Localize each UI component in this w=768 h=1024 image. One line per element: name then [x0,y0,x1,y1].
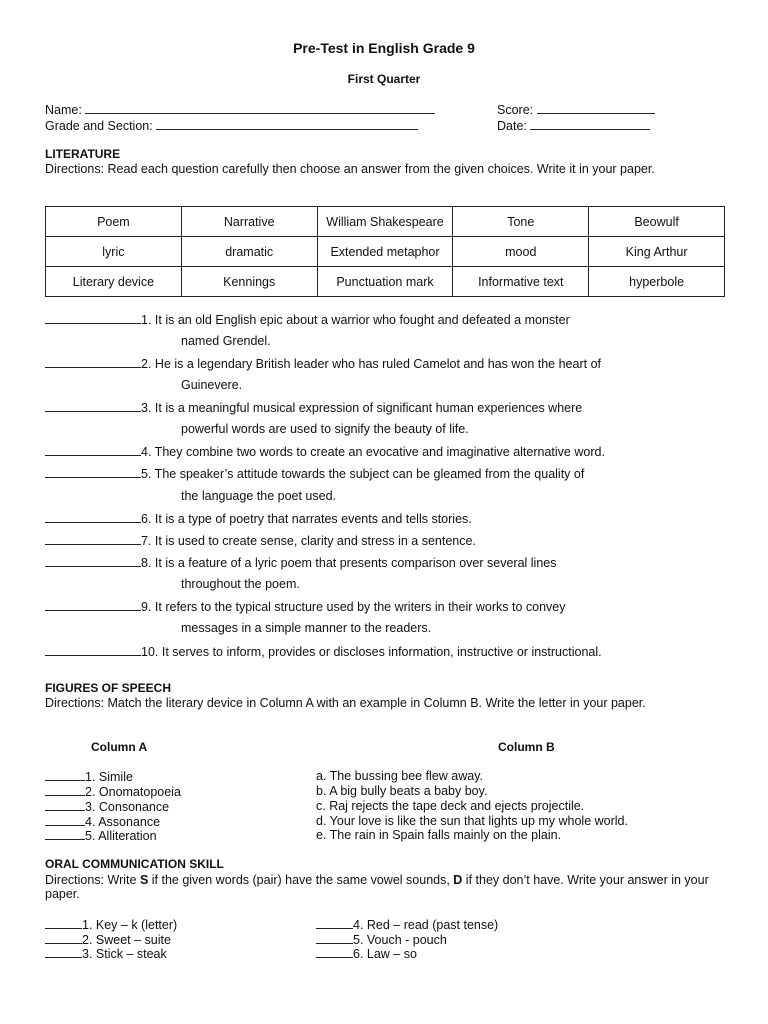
question-text: It is a type of poetry that narrates events and tells stories. [151,512,472,526]
oral-item [45,932,171,947]
table-cell: Beowulf [589,207,725,237]
question-text: The speaker’s attitude towards the subject can be gleamed from the quality of [151,467,585,481]
question-text: It is an old English epic about a warrior who fought and defeated a monster [151,313,570,327]
column-b-item: e. The rain in Spain falls mainly on the plain. [316,828,562,842]
column-a-item [45,769,133,784]
question-5 [45,466,584,481]
oral-item [316,946,417,961]
figures-heading: FIGURES OF SPEECH [45,681,172,695]
question-5-continued: the language the poet used. [181,489,336,503]
table-cell: hyperbole [589,267,725,297]
table-row [46,207,725,237]
answer-blank [45,555,141,567]
question-3 [45,400,582,415]
question-text: He is a legendary British leader who has ruled Camelot and has won the heart of [151,357,601,371]
name-line [85,102,435,114]
column-a-item [45,814,160,829]
table-cell: lyric [46,237,182,267]
column-a-item [45,828,157,843]
answer-blank [45,533,141,545]
answer-blank [45,917,82,929]
question-text: It is a feature of a lyric poem that presents comparison over several lines [151,556,557,570]
table-cell: Literary device [46,267,182,297]
answer-blank [45,511,141,523]
question-7 [45,533,476,548]
column-b-heading: Column B [498,740,555,754]
answer-blank [45,799,85,811]
answer-blank [45,946,82,958]
oral-item [45,946,167,961]
date-field [497,118,650,133]
oral-item-text: 2. Sweet – suite [82,933,171,947]
table-cell: Poem [46,207,182,237]
column-a-item [45,799,169,814]
answer-blank [45,400,141,412]
question-number: 6. [141,512,152,526]
answer-blank [45,784,85,796]
score-label: Score: [497,103,534,117]
question-text: It is a meaningful musical expression of significant human experiences where [151,401,583,415]
oral-heading: ORAL COMMUNICATION SKILL [45,857,224,871]
page-title: Pre-Test in English Grade 9 [293,40,475,56]
literature-directions: Directions: Read each question carefully then choose an answer from the given choices. Write it in your paper. [45,162,655,176]
question-9-continued: messages in a simple manner to the readers. [181,621,432,635]
date-label: Date: [497,119,527,133]
oral-directions-text: Directions: Write [45,873,140,887]
column-b-item: d. Your love is like the sun that lights up my whole world. [316,814,628,828]
answer-blank [316,917,353,929]
answer-blank [45,769,85,781]
oral-directions-text: if they don’t have. Write your answer in your paper. [45,873,709,901]
oral-item-text: 6. Law – so [353,947,417,961]
table-cell: William Shakespeare [317,207,453,237]
name-label: Name: [45,103,82,117]
answer-blank [45,599,141,611]
name-field [45,102,435,117]
question-4 [45,444,605,459]
score-field [497,102,655,117]
question-number: 2. [141,357,152,371]
question-6 [45,511,472,526]
oral-item [45,917,177,932]
table-cell: Narrative [181,207,317,237]
oral-directions-d: D [453,873,463,887]
question-number: 8. [141,556,152,570]
column-a-text: 5. Alliteration [85,829,157,843]
table-cell: dramatic [181,237,317,267]
oral-item-text: 4. Red – read (past tense) [353,918,499,932]
question-8 [45,555,557,570]
answer-blank [45,466,141,478]
answer-blank [45,932,82,944]
column-a-item [45,784,181,799]
question-10 [45,644,602,659]
question-9 [45,599,566,614]
literature-heading: LITERATURE [45,147,121,161]
answer-blank [45,828,85,840]
question-3-continued: powerful words are used to signify the beauty of life. [181,422,469,436]
answer-blank [316,946,353,958]
table-cell: Tone [453,207,589,237]
answer-blank [45,444,141,456]
question-number: 9. [141,600,152,614]
column-b-item: b. A big bully beats a baby boy. [316,784,488,798]
oral-directions [45,873,725,901]
oral-item-text: 3. Stick – steak [82,947,167,961]
grade-section-label: Grade and Section: [45,119,153,133]
column-b-item: a. The bussing bee flew away. [316,769,483,783]
oral-item-text: 1. Key – k (letter) [82,918,178,932]
answer-blank [45,644,141,656]
oral-directions-text: if the given words (pair) have the same vowel sounds, [148,873,454,887]
table-row [46,237,725,267]
table-cell: Informative text [453,267,589,297]
table-cell: mood [453,237,589,267]
question-1-continued: named Grendel. [181,334,271,348]
date-line [530,118,650,130]
answer-blank [316,932,353,944]
question-number: 3. [141,401,152,415]
answer-blank [45,814,85,826]
column-a-text: 3. Consonance [85,800,170,814]
oral-item [316,917,498,932]
question-number: 5. [141,467,152,481]
table-cell: King Arthur [589,237,725,267]
table-cell: Kennings [181,267,317,297]
question-number: 10. [141,645,159,659]
column-b-item: c. Raj rejects the tape deck and ejects projectile. [316,799,585,813]
choices-table [45,206,725,297]
column-a-text: 4. Assonance [85,815,161,829]
table-row [46,267,725,297]
question-8-continued: throughout the poem. [181,577,300,591]
table-cell: Extended metaphor [317,237,453,267]
question-1 [45,312,570,327]
grade-section-line [156,118,418,130]
question-text: It refers to the typical structure used by the writers in their works to convey [151,600,566,614]
question-2 [45,356,601,371]
question-number: 4. [141,445,152,459]
oral-item-text: 5. Vouch - pouch [353,933,447,947]
score-line [537,102,655,114]
oral-directions-s: S [139,873,149,887]
table-cell: Punctuation mark [317,267,453,297]
column-a-text: 1. Simile [85,770,133,784]
question-number: 1. [141,313,152,327]
question-text: It serves to inform, provides or discloses information, instructive or instructional. [158,645,602,659]
question-text: It is used to create sense, clarity and stress in a sentence. [151,534,476,548]
grade-section-field [45,118,418,133]
answer-blank [45,312,141,324]
question-number: 7. [141,534,152,548]
oral-item [316,932,447,947]
page-subtitle: First Quarter [347,72,421,86]
column-a-heading: Column A [91,740,148,754]
question-text: They combine two words to create an evocative and imaginative alternative word. [151,445,605,459]
answer-blank [45,356,141,368]
figures-directions: Directions: Match the literary device in Column A with an example in Column B. Write the letter in your paper. [45,696,646,710]
column-a-text: 2. Onomatopoeia [85,785,181,799]
question-2-continued: Guinevere. [181,378,243,392]
